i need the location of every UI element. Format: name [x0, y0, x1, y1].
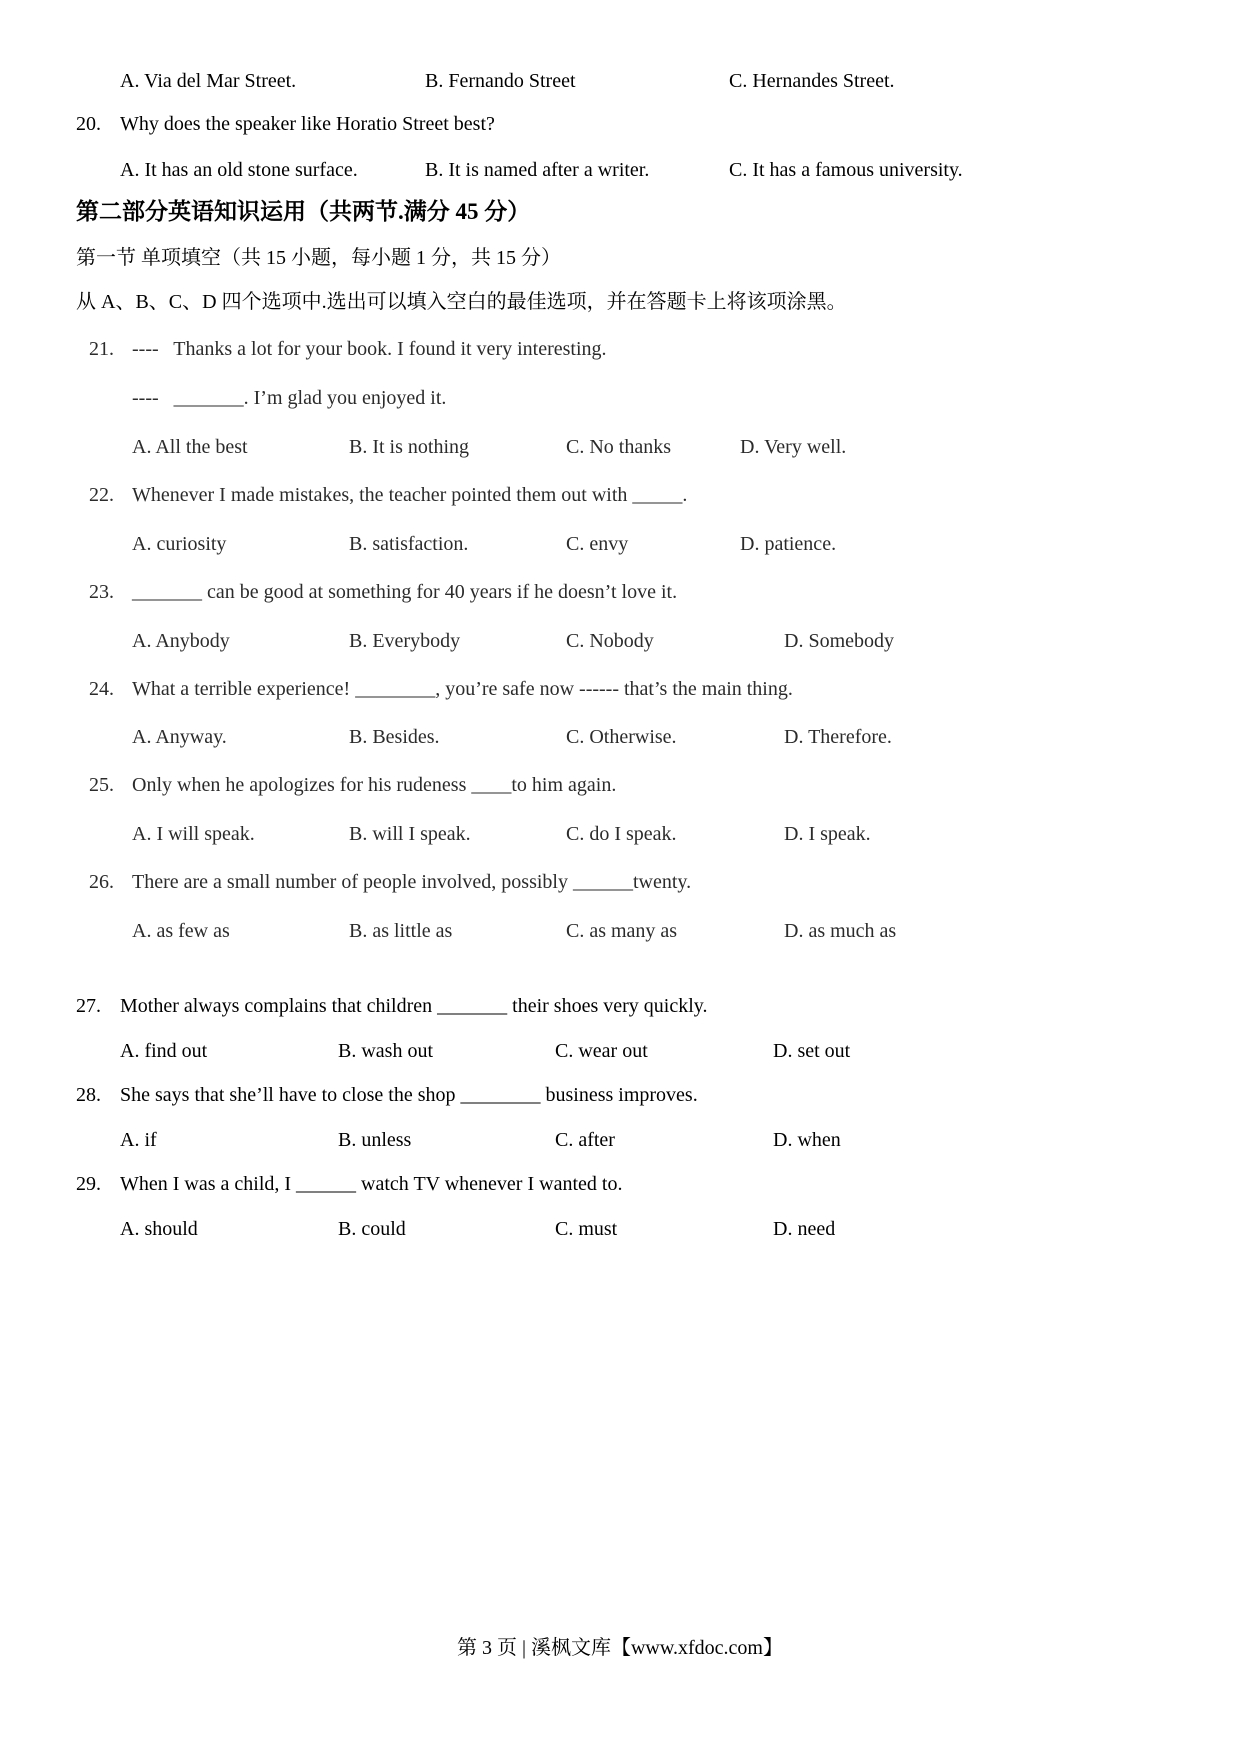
part-two-heading: 第二部分英语知识运用（共两节.满分 45 分）: [76, 199, 531, 224]
question-stem: _______ can be good at something for 40 years if he doesn’t love it.: [132, 581, 678, 603]
option-b: B. Besides.: [349, 726, 440, 748]
option-c: C. as many as: [566, 920, 678, 942]
option-c: C. after: [555, 1129, 615, 1151]
option-a: A. Via del Mar Street.: [120, 70, 297, 92]
option-a: A. I will speak.: [132, 823, 255, 845]
question-number: 29.: [76, 1173, 101, 1195]
question-stem: Mother always complains that children _______ their shoes very quickly.: [120, 995, 708, 1017]
option-a: A. Anyway.: [132, 726, 227, 748]
option-a: A. It has an old stone surface.: [120, 159, 358, 181]
dialogue-line-1: ---- Thanks a lot for your book. I found it very interesting.: [132, 338, 607, 360]
question-number: 22.: [89, 484, 114, 506]
question-stem: Whenever I made mistakes, the teacher pointed them out with _____.: [132, 484, 688, 506]
option-b: B. unless: [338, 1129, 412, 1151]
option-c: C. do I speak.: [566, 823, 677, 845]
option-b: B. It is nothing: [349, 436, 470, 458]
option-a: A. Anybody: [132, 630, 230, 652]
option-d: D. need: [773, 1218, 836, 1240]
option-c: C. Hernandes Street.: [729, 70, 895, 92]
option-c: C. must: [555, 1218, 618, 1240]
option-c: C. Otherwise.: [566, 726, 677, 748]
option-d: D. I speak.: [784, 823, 871, 845]
instructions: 从 A、B、C、D 四个选项中.选出可以填入空白的最佳选项，并在答题卡上将该项涂黑。: [76, 291, 847, 313]
option-a: A. as few as: [132, 920, 230, 942]
question-stem: Only when he apologizes for his rudeness ____to him again.: [132, 774, 617, 796]
option-b: B. satisfaction.: [349, 533, 469, 555]
option-b: B. Everybody: [349, 630, 461, 652]
option-b: B. will I speak.: [349, 823, 471, 845]
section-one-heading: 第一节 单项填空（共 15 小题，每小题 1 分，共 15 分）: [76, 247, 561, 269]
option-b: B. as little as: [349, 920, 453, 942]
option-c: C. No thanks: [566, 436, 671, 458]
dialogue-line-2: ---- _______. I’m glad you enjoyed it.: [132, 387, 447, 409]
question-stem: She says that she’ll have to close the shop ________ business improves.: [120, 1084, 698, 1106]
option-b: B. wash out: [338, 1040, 433, 1062]
option-c: C. Nobody: [566, 630, 654, 652]
option-d: D. set out: [773, 1040, 851, 1062]
option-b: B. could: [338, 1218, 406, 1240]
option-d: D. as much as: [784, 920, 897, 942]
page-footer: 第 3 页 | 溪枫文库【www.xfdoc.com】: [456, 1637, 783, 1659]
question-stem: Why does the speaker like Horatio Street best?: [120, 113, 495, 135]
option-b: B. It is named after a writer.: [425, 159, 650, 181]
option-a: A. should: [120, 1218, 198, 1240]
option-c: C. It has a famous university.: [729, 159, 963, 181]
question-number: 28.: [76, 1084, 101, 1106]
question-stem: What a terrible experience! ________, you’re safe now ------ that’s the main thing.: [132, 678, 793, 700]
option-c: C. envy: [566, 533, 629, 555]
option-a: A. All the best: [132, 436, 248, 458]
option-d: D. Very well.: [740, 436, 847, 458]
question-number: 23.: [89, 581, 114, 603]
option-d: D. patience.: [740, 533, 837, 555]
question-number: 21.: [89, 338, 114, 360]
option-a: A. curiosity: [132, 533, 227, 555]
question-stem: When I was a child, I ______ watch TV whenever I wanted to.: [120, 1173, 623, 1195]
option-d: D. when: [773, 1129, 841, 1151]
question-stem: There are a small number of people involved, possibly ______twenty.: [132, 871, 692, 893]
question-number: 20.: [76, 113, 101, 135]
question-number: 25.: [89, 774, 114, 796]
option-c: C. wear out: [555, 1040, 648, 1062]
option-d: D. Somebody: [784, 630, 894, 652]
option-a: A. if: [120, 1129, 157, 1151]
option-b: B. Fernando Street: [425, 70, 576, 92]
question-number: 27.: [76, 995, 101, 1017]
question-number: 26.: [89, 871, 114, 893]
option-d: D. Therefore.: [784, 726, 892, 748]
option-a: A. find out: [120, 1040, 208, 1062]
question-number: 24.: [89, 678, 114, 700]
